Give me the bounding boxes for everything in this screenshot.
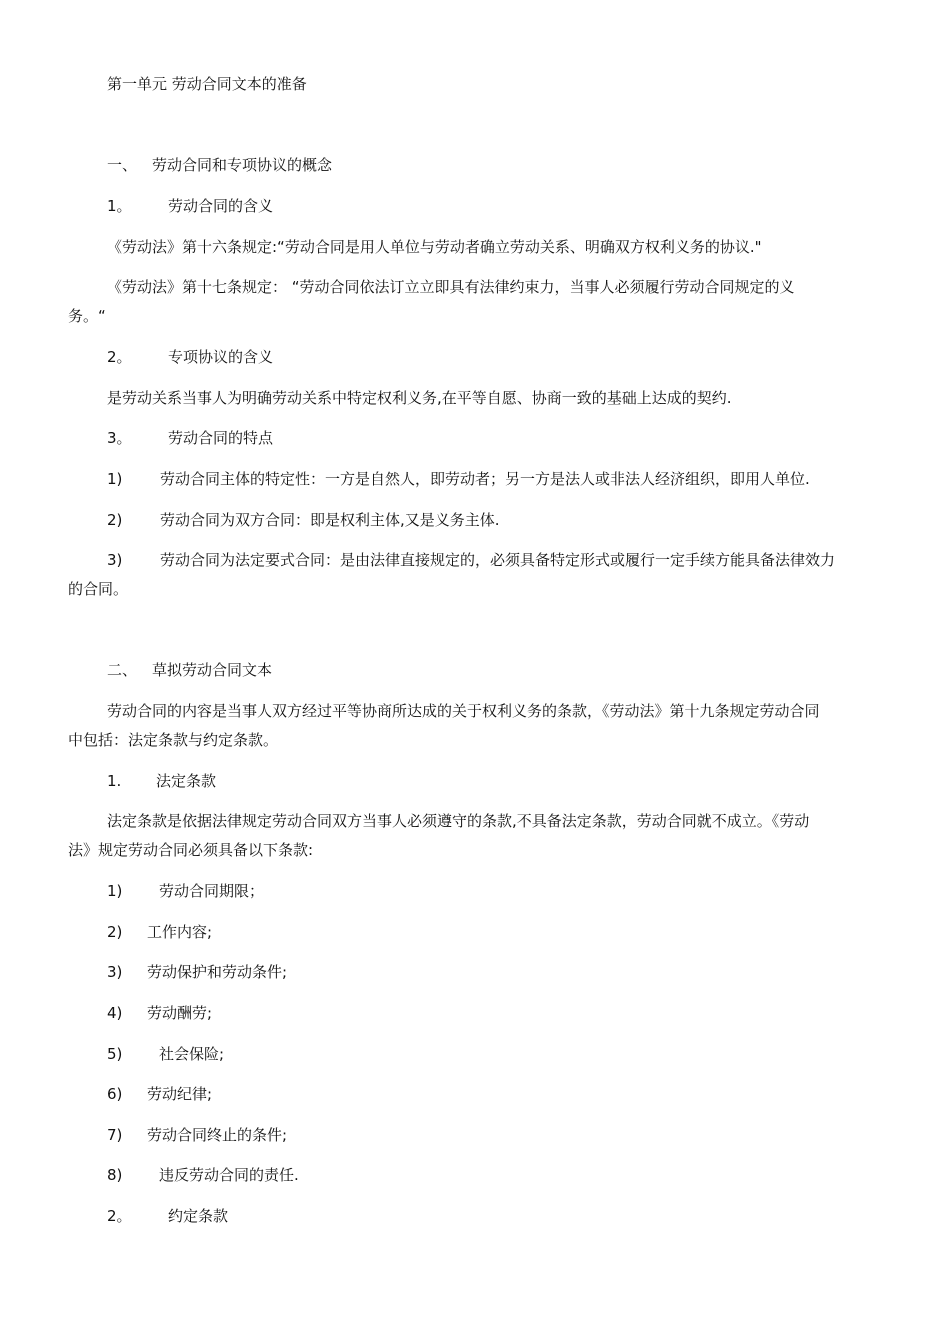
clause-7-number: 7) <box>107 1126 123 1144</box>
page-title: 第一单元 劳动合同文本的准备 <box>107 75 307 93</box>
feature-1-number: 1) <box>107 470 123 488</box>
sec2-intro-line1: 劳动合同的内容是当事人双方经过平等协商所达成的关于权利义务的条款，《劳动法》第十九条规定劳动合同 <box>107 702 820 720</box>
section-2-number: 二、 <box>107 661 138 679</box>
feature-3-text-cont: 的合同。 <box>68 580 129 598</box>
sec1-item2-text: 是劳动关系当事人为明确劳动关系中特定权利义务,在平等自愿、协商一致的基础上达成的契约. <box>107 389 732 407</box>
clause-2-text: 工作内容; <box>147 923 213 941</box>
feature-3-text: 劳动合同为法定要式合同：是由法律直接规定的，必须具备特定形式或履行一定手续方能具备法律效力 <box>160 551 836 569</box>
sec2-item1-text-line2: 法》规定劳动合同必须具备以下条款: <box>68 841 314 859</box>
sec1-item3-title: 劳动合同的特点 <box>168 429 274 447</box>
sec1-item2-number: 2。 <box>107 348 132 366</box>
sec2-item2-number: 2。 <box>107 1207 132 1225</box>
law-quote-article-16: 《劳动法》第十六条规定:“劳动合同是用人单位与劳动者确立劳动关系、明确双方权利义务的协议." <box>107 238 762 256</box>
clause-4-text: 劳动酬劳; <box>147 1004 213 1022</box>
sec2-item2-title: 约定条款 <box>168 1207 229 1225</box>
clause-3-number: 3) <box>107 963 123 981</box>
clause-1-number: 1) <box>107 882 123 900</box>
feature-2-text: 劳动合同为双方合同：即是权利主体,又是义务主体. <box>160 511 500 529</box>
clause-2-number: 2) <box>107 923 123 941</box>
sec1-item2-title: 专项协议的含义 <box>168 348 274 366</box>
section-1-number: 一、 <box>107 156 138 174</box>
clause-1-text: 劳动合同期限； <box>159 882 265 900</box>
sec2-item1-text-line1: 法定条款是依据法律规定劳动合同双方当事人必须遵守的条款,不具备法定条款，劳动合同就不成立。《劳动 <box>107 812 810 830</box>
clause-4-number: 4) <box>107 1004 123 1022</box>
law-quote-article-17-line1: 《劳动法》第十七条规定： “劳动合同依法订立立即具有法律约束力，当事人必须履行劳动合同规定的义 <box>107 278 795 296</box>
sec2-item1-number: 1. <box>107 772 122 790</box>
section-2-heading: 草拟劳动合同文本 <box>152 661 273 679</box>
sec1-item1-title: 劳动合同的含义 <box>168 197 274 215</box>
clause-3-text: 劳动保护和劳动条件; <box>147 963 288 981</box>
clause-8-text: 违反劳动合同的责任. <box>159 1166 299 1184</box>
clause-5-text: 社会保险; <box>159 1045 225 1063</box>
sec1-item3-number: 3。 <box>107 429 132 447</box>
feature-3-number: 3) <box>107 551 123 569</box>
feature-1-text: 劳动合同主体的特定性：一方是自然人，即劳动者；另一方是法人或非法人经济组织，即用人单位. <box>160 470 810 488</box>
clause-6-number: 6) <box>107 1085 123 1103</box>
sec2-item1-title: 法定条款 <box>156 772 217 790</box>
clause-6-text: 劳动纪律; <box>147 1085 213 1103</box>
feature-2-number: 2) <box>107 511 123 529</box>
clause-8-number: 8) <box>107 1166 123 1184</box>
law-quote-article-17-line2: 务。“ <box>68 307 106 325</box>
section-1-heading: 劳动合同和专项协议的概念 <box>152 156 333 174</box>
clause-5-number: 5) <box>107 1045 123 1063</box>
sec1-item1-number: 1。 <box>107 197 132 215</box>
clause-7-text: 劳动合同终止的条件; <box>147 1126 288 1144</box>
sec2-intro-line2: 中包括：法定条款与约定条款。 <box>68 731 279 749</box>
